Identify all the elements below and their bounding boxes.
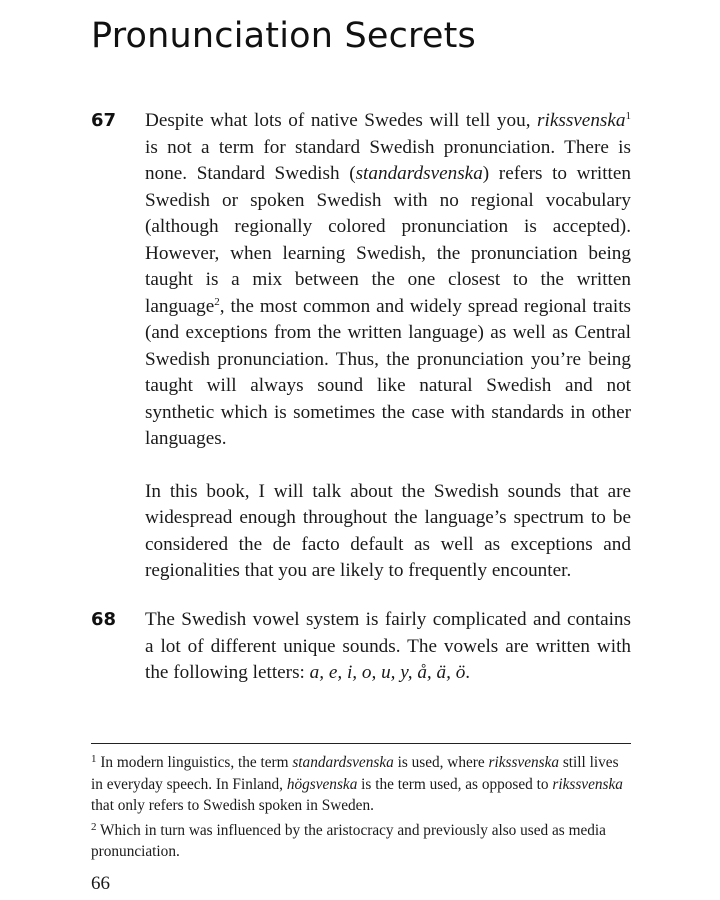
text-run: still lives in everyday speech. In Finland,: [91, 754, 619, 793]
footnote-mark: 1: [91, 753, 97, 765]
paragraph-rikssvenska: [145, 108, 631, 453]
footnote-2: [91, 820, 631, 863]
text-run: is used, where: [393, 754, 489, 771]
vowel-letters: a, e, i, o, u, y, å, ä, ö: [309, 662, 466, 683]
text-run: In modern linguistics, the term: [96, 754, 293, 771]
footnote-ref-1: 1: [625, 110, 631, 122]
text-run: The Swedish vowel system is fairly complicated and contains a lot of different unique sounds. The vowels are written with the following letters:: [145, 609, 631, 683]
section-number: 67: [91, 110, 117, 131]
text-run: ) refers to written Swedish or spoken Swedish with no regional vocabulary (although regionally colored pronunciation is accepted). However, when learning Swedish, the pronunciation being taught is a mix between the one closest to the written language: [145, 163, 631, 317]
section-number: 68: [91, 609, 117, 630]
text-run: , the most common and widely spread regional traits (and exceptions from the written language) as well as Central Swedish pronunciation. Thus, the pronunciation you’re being taught will always sound like natural Swedish and not synthetic which is sometimes the case with standards in other languages.: [145, 295, 631, 449]
page-number: 66: [91, 873, 110, 894]
text-run: is not a term for standard Swedish pronunciation. There is none. Standard Swedish (: [145, 136, 631, 184]
section-68: [91, 607, 631, 687]
italic-term: rikssvenska: [537, 110, 626, 131]
footnote-ref-2: 2: [214, 295, 220, 308]
text-run: is the term used, as opposed to: [357, 775, 553, 793]
text-run: that only refers to Swedish spoken in Sweden.: [91, 797, 374, 814]
text-run: Which in turn was influenced by the aristocracy and previously also used as media pronunciation.: [91, 821, 606, 860]
footnote-1: [91, 752, 631, 817]
section-body: [145, 607, 631, 687]
italic-term: rikssvenska: [552, 775, 623, 793]
footnote-divider: [91, 743, 631, 744]
italic-term: standardsvenska: [355, 163, 483, 184]
footnotes: [91, 752, 631, 866]
text-run: .: [465, 662, 471, 683]
paragraph-this-book: In this book, I will talk about the Swedish sounds that are widespread enough throughout the language’s spectrum to be considered the de facto default as well as exceptions and regionalities that you are likely to frequently encounter.: [145, 480, 631, 581]
section-body: [145, 108, 631, 585]
section-67: [91, 108, 631, 585]
italic-term: högsvenska: [286, 775, 358, 793]
footnote-mark: 2: [91, 820, 97, 833]
text-run: Despite what lots of native Swedes will tell you,: [145, 110, 538, 131]
italic-term: standardsvenska: [292, 754, 394, 771]
italic-term: rikssvenska: [488, 754, 560, 771]
page-title: Pronunciation Secrets: [91, 16, 476, 56]
paragraph-vowel-system: [145, 607, 631, 687]
